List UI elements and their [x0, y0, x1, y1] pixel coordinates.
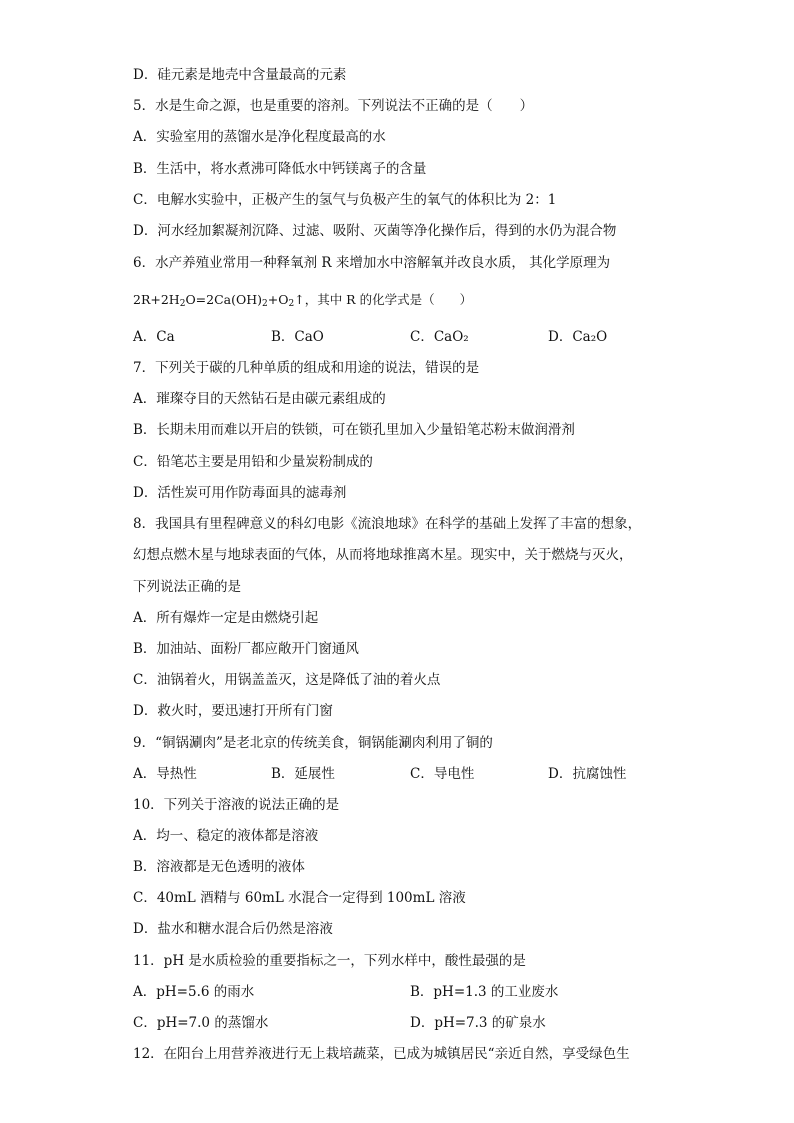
q7-stem: 7．下列关于碳的几种单质的组成和用途的说法，错误的是 [133, 360, 480, 376]
q11-stem: 11．pH 是水质检验的重要指标之一，下列水样中，酸性最强的是 [133, 953, 526, 969]
q9-option-d: D．抗腐蚀性 [548, 766, 627, 782]
q9-option-b: B．延展性 [271, 766, 335, 782]
q7-option-a: A．璀璨夺目的天然钻石是由碳元素组成的 [133, 391, 386, 407]
q5-stem: 5．水是生命之源，也是重要的溶剂。下列说法不正确的是（ ） [133, 98, 534, 114]
q8-option-c: C．油锅着火，用锅盖盖灭，这是降低了油的着火点 [133, 672, 441, 688]
q4-option-d: D．硅元素是地壳中含量最高的元素 [133, 67, 347, 83]
q11-option-a: A．pH=5.6 的雨水 [133, 984, 255, 1000]
q11-option-d: D．pH=7.3 的矿泉水 [410, 1015, 546, 1031]
q6-option-a: A．Ca [133, 329, 175, 345]
q6-option-d: D．Ca₂O [548, 329, 608, 345]
q5-option-a: A．实验室用的蒸馏水是净化程度最高的水 [133, 129, 386, 145]
q9-option-c: C．导电性 [410, 766, 475, 782]
q9-stem: 9．“铜锅涮肉”是老北京的传统美食，铜锅能涮肉利用了铜的 [133, 735, 493, 751]
q8-option-a: A．所有爆炸一定是由燃烧引起 [133, 610, 319, 626]
q5-option-c: C．电解水实验中，正极产生的氢气与负极产生的氧气的体积比为 2：1 [133, 192, 557, 208]
q7-option-b: B．长期未用而难以开启的铁锁，可在锁孔里加入少量铅笔芯粉末做润滑剂 [133, 422, 575, 438]
q10-option-c: C．40mL 酒精与 60mL 水混合一定得到 100mL 溶液 [133, 890, 466, 906]
q8-option-b: B．加油站、面粉厂都应敞开门窗通风 [133, 641, 359, 657]
q10-stem: 10．下列关于溶液的说法正确的是 [133, 797, 340, 813]
q5-option-d: D．河水经加絮凝剂沉降、过滤、吸附、灭菌等净化操作后，得到的水仍为混合物 [133, 223, 617, 239]
q11-option-c: C．pH=7.0 的蒸馏水 [133, 1015, 269, 1031]
q12-stem: 12．在阳台上用营养液进行无上栽培蔬菜，已成为城镇居民“亲近自然，享受绿色生 [133, 1046, 630, 1062]
q6-option-b: B．CaO [271, 329, 324, 345]
q6-equation: $2R+2H_2O=2Ca(OH)_2+O_2↑$，其中 R 的化学式是（ ） [133, 292, 473, 309]
q8-stem-line1: 8．我国具有里程碑意义的科幻电影《流浪地球》在科学的基础上发挥了丰富的想象， [133, 516, 642, 532]
q7-option-d: D．活性炭可用作防毒面具的滤毒剂 [133, 485, 347, 501]
q8-option-d: D．救火时，要迅速打开所有门窗 [133, 703, 333, 719]
q6-option-c: C．CaO₂ [410, 329, 469, 345]
q8-stem-line2: 幻想点燃木星与地球表面的气体，从而将地球推离木星。现实中，关于燃烧与灭火， [133, 547, 633, 563]
q10-option-d: D．盐水和糖水混合后仍然是溶液 [133, 921, 333, 937]
q8-stem-line3: 下列说法正确的是 [133, 579, 241, 595]
q9-option-a: A．导热性 [133, 766, 197, 782]
q7-option-c: C．铅笔芯主要是用铅和少量炭粉制成的 [133, 454, 373, 470]
q6-stem: 6．水产养殖业常用一种释氧剂 R 来增加水中溶解氧并改良水质， 其化学原理为 [133, 255, 611, 271]
q5-option-b: B．生活中，将水煮沸可降低水中钙镁离子的含量 [133, 161, 427, 177]
q10-option-b: B．溶液都是无色透明的液体 [133, 859, 305, 875]
q11-option-b: B．pH=1.3 的工业废水 [410, 984, 559, 1000]
q10-option-a: A．均一、稳定的液体都是溶液 [133, 828, 319, 844]
